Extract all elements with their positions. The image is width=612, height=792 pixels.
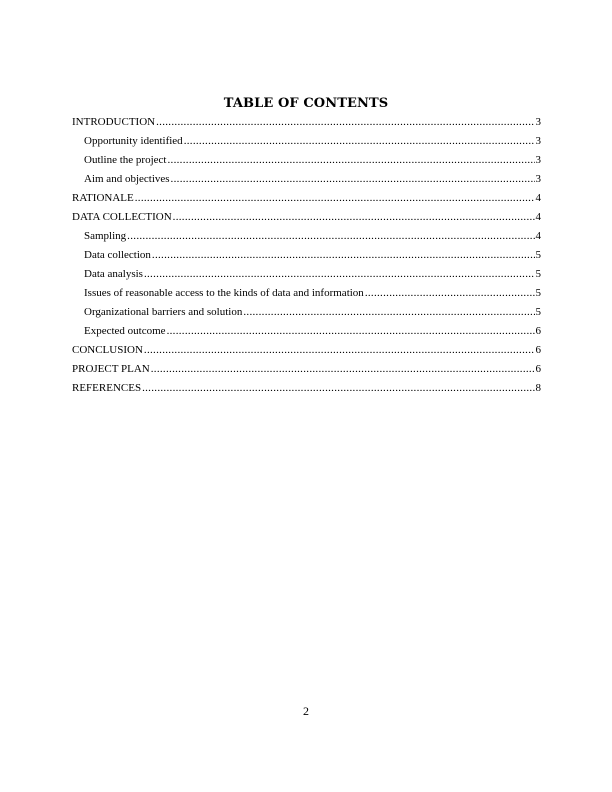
toc-entry-label: Outline the project <box>84 154 167 166</box>
toc-page-number: 4 <box>535 192 541 204</box>
toc-entry-data-collection-sub[interactable] <box>72 246 541 265</box>
dot-leader <box>142 379 534 398</box>
toc-entry-opportunity-identified[interactable] <box>72 132 541 151</box>
toc-entry-data-collection[interactable] <box>72 208 541 227</box>
dot-leader <box>135 189 535 208</box>
toc-entry-label: Data analysis <box>84 268 143 280</box>
toc-entry-expected-outcome[interactable] <box>72 322 541 341</box>
toc-entry-label: PROJECT PLAN <box>72 363 150 375</box>
dot-leader <box>171 170 535 189</box>
toc-entry-label: REFERENCES <box>72 382 142 394</box>
toc-entry-rationale[interactable] <box>72 189 541 208</box>
toc-entry-label: DATA COLLECTION <box>72 211 172 223</box>
toc-page-number: 4 <box>535 230 541 242</box>
toc-page-number: 3 <box>535 116 541 128</box>
toc-page-number: 5 <box>535 268 541 280</box>
dot-leader <box>144 265 535 284</box>
toc-entry-issues-of-access[interactable] <box>72 284 541 303</box>
dot-leader <box>144 341 535 360</box>
toc-page-number: 6 <box>535 344 541 356</box>
dot-leader <box>243 303 534 322</box>
dot-leader <box>365 284 535 303</box>
dot-leader <box>156 113 534 132</box>
toc-entry-outline-the-project[interactable] <box>72 151 541 170</box>
toc-entry-project-plan[interactable] <box>72 360 541 379</box>
toc-entry-label: RATIONALE <box>72 192 134 204</box>
dot-leader <box>167 322 535 341</box>
toc-entry-label: Sampling <box>84 230 127 242</box>
toc-page-number: 3 <box>535 135 541 147</box>
toc-entry-label: Data collection <box>84 249 151 261</box>
toc-page-number: 5 <box>535 306 541 318</box>
toc-page-number: 3 <box>535 154 541 166</box>
toc-entry-introduction[interactable] <box>72 113 541 132</box>
dot-leader <box>152 246 535 265</box>
toc-page-number: 3 <box>535 173 541 185</box>
toc-entry-sampling[interactable] <box>72 227 541 246</box>
page-title: TABLE OF CONTENTS <box>223 96 389 111</box>
toc-entry-organizational-barriers[interactable] <box>72 303 541 322</box>
toc-entry-data-analysis[interactable] <box>72 265 541 284</box>
toc-page-number: 6 <box>535 325 541 337</box>
toc-page-number: 4 <box>535 211 541 223</box>
toc-entry-conclusion[interactable] <box>72 341 541 360</box>
toc-page-number: 6 <box>535 363 541 375</box>
toc-entry-label: Aim and objectives <box>84 173 170 185</box>
toc-page-number: 5 <box>535 249 541 261</box>
toc-entry-label: Expected outcome <box>84 325 166 337</box>
dot-leader <box>151 360 535 379</box>
toc-entry-label: Opportunity identified <box>84 135 183 147</box>
toc-entry-label: Organizational barriers and solution <box>84 306 243 318</box>
toc-page-number: 5 <box>535 287 541 299</box>
dot-leader <box>127 227 534 246</box>
page-number: 2 <box>303 704 309 718</box>
dot-leader <box>167 151 534 170</box>
dot-leader <box>173 208 535 227</box>
table-of-contents <box>72 113 541 398</box>
toc-entry-label: Issues of reasonable access to the kinds of data and information <box>84 287 364 299</box>
toc-entry-label: CONCLUSION <box>72 344 143 356</box>
toc-entry-label: INTRODUCTION <box>72 116 156 128</box>
toc-entry-aim-and-objectives[interactable] <box>72 170 541 189</box>
toc-page-number: 8 <box>535 382 541 394</box>
dot-leader <box>184 132 535 151</box>
toc-entry-references[interactable] <box>72 379 541 398</box>
